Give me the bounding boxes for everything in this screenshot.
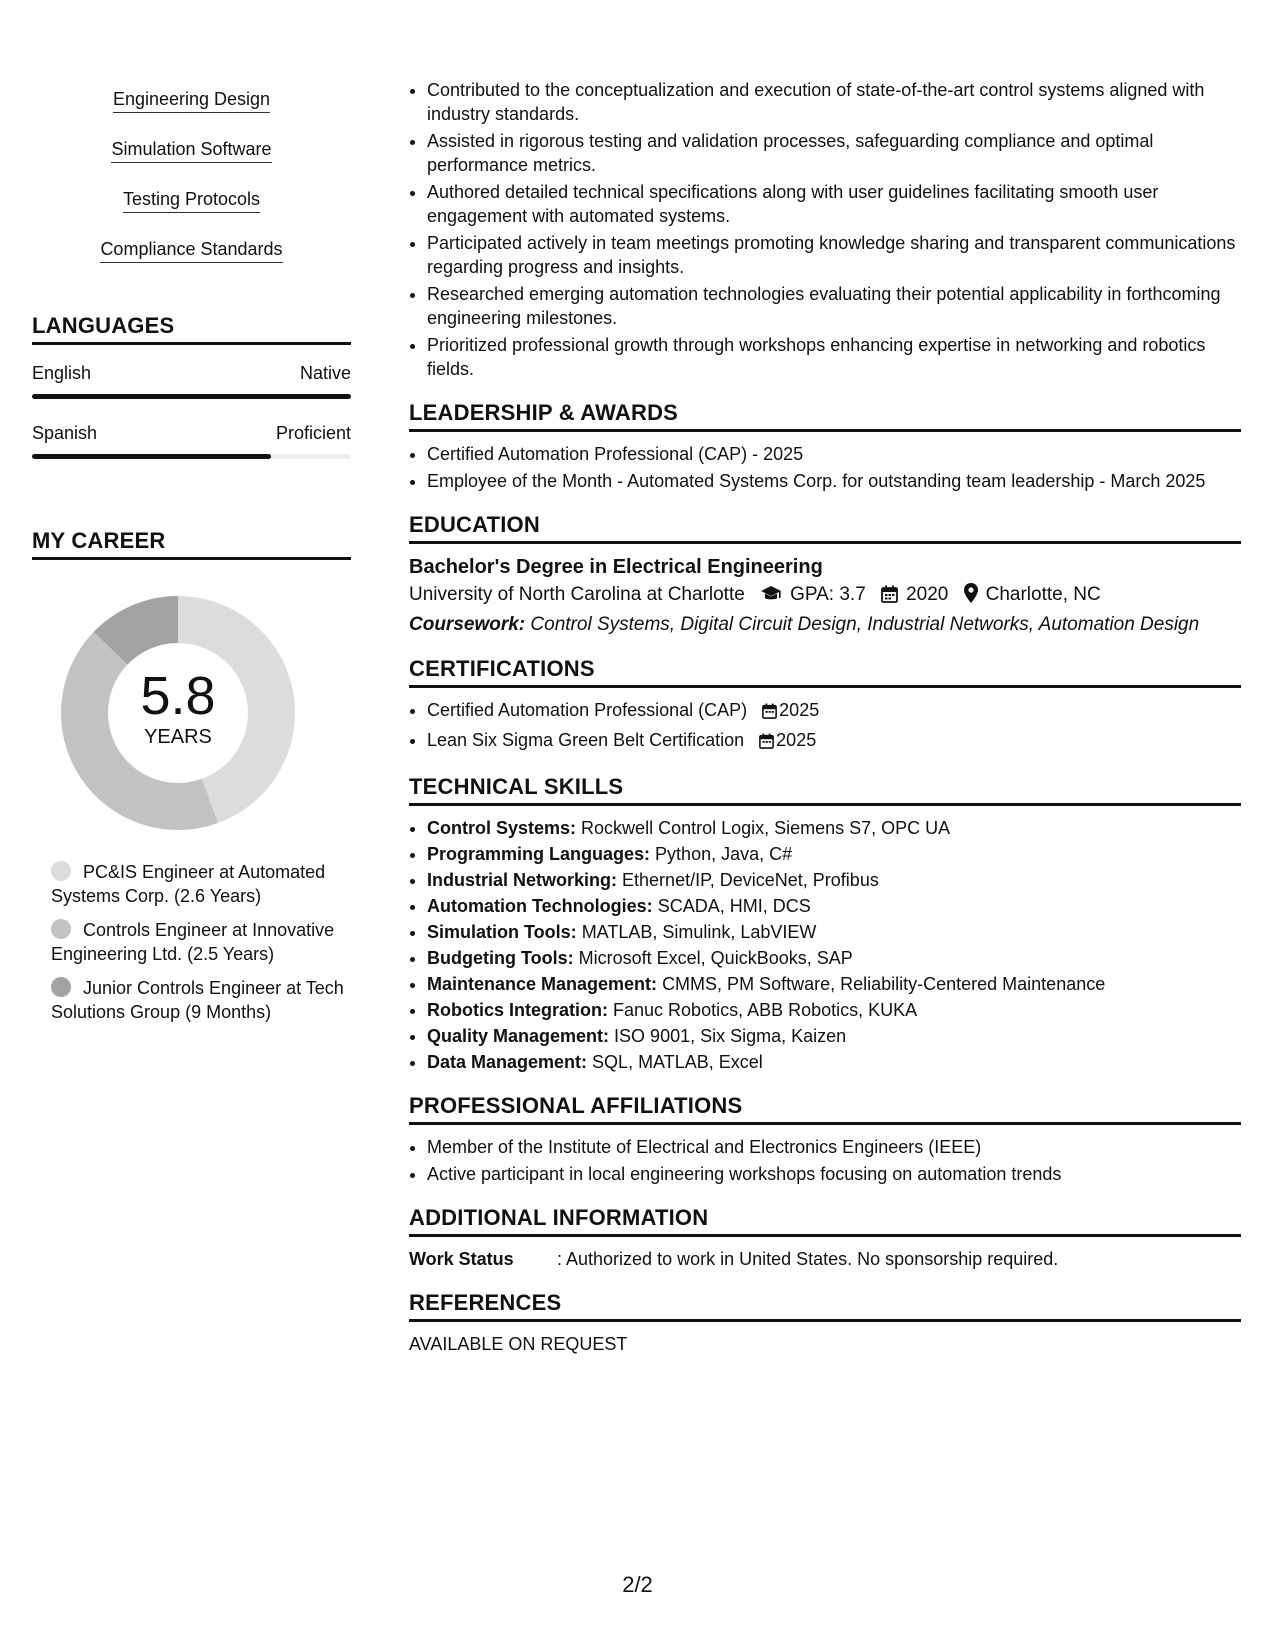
list-item (427, 894, 1241, 918)
experience-bullets (409, 78, 1241, 381)
coursework-value: Control Systems, Digital Circuit Design, Industrial Networks, Automation Design (530, 614, 1200, 635)
list-item: • Employee of the Month - Automated Systems Corp. for outstanding team leadership - March 2025 (427, 469, 1241, 493)
skill-tag: Simulation Software (111, 138, 271, 163)
education-gpa: GPA: 3.7 (790, 584, 866, 605)
right-column (409, 78, 1241, 1356)
skill-key: Robotics Integration: (427, 1000, 608, 1020)
list-item: • Authored detailed technical specifications along with user guidelines facilitating smooth user engagement with automated systems. (427, 180, 1241, 228)
list-item: • Participated actively in team meetings promoting knowledge sharing and transparent communications regarding progress and insights. (427, 231, 1241, 279)
list-item (427, 728, 1241, 755)
skill-key: Data Management: (427, 1052, 588, 1072)
calendar-icon (759, 731, 774, 755)
legend-label: Junior Controls Engineer at Tech Solutions Group (9 Months) (51, 978, 344, 1022)
legend-dot (51, 977, 71, 997)
coursework-label: Coursework: (409, 614, 526, 635)
certification-name: Certified Automation Professional (CAP) (427, 700, 748, 720)
skill-value: Ethernet/IP, DeviceNet, Profibus (622, 870, 879, 890)
language-bar-fill (32, 454, 271, 459)
references-title: REFERENCES (409, 1289, 1241, 1322)
skill-key: Industrial Networking: (427, 870, 618, 890)
skill-value: ISO 9001, Six Sigma, Kaizen (614, 1026, 847, 1046)
career-unit: YEARS (144, 726, 212, 748)
skill-key: Control Systems: (427, 818, 577, 838)
list-item (427, 842, 1241, 866)
education-degree: Bachelor's Degree in Electrical Engineering (409, 556, 823, 578)
career-legend-item (51, 860, 351, 908)
left-column (32, 80, 351, 1034)
affiliations-title: PROFESSIONAL AFFILIATIONS (409, 1092, 1241, 1125)
list-item (427, 868, 1241, 892)
career-title: MY CAREER (32, 527, 351, 560)
language-item (32, 423, 351, 459)
list-item: • Certified Automation Professional (CAP) - 2025 (427, 442, 1241, 466)
certification-name: Lean Six Sigma Green Belt Certification (427, 730, 745, 750)
list-item: • Researched emerging automation technologies evaluating their potential applicability in forthcoming engineering milestones. (427, 282, 1241, 330)
skill-value: SQL, MATLAB, Excel (592, 1052, 763, 1072)
skill-key: Quality Management: (427, 1026, 610, 1046)
education-entry (409, 554, 1241, 637)
list-item (427, 1024, 1241, 1048)
legend-dot (51, 861, 71, 881)
list-item (427, 972, 1241, 996)
skill-value: Fanuc Robotics, ABB Robotics, KUKA (613, 1000, 918, 1020)
skill-key: Programming Languages: (427, 844, 651, 864)
list-item: • Active participant in local engineering workshops focusing on automation trends (427, 1162, 1241, 1186)
list-item (427, 998, 1241, 1022)
work-status-key: Work Status (409, 1249, 514, 1269)
leadership-title: LEADERSHIP & AWARDS (409, 399, 1241, 432)
certification-year: 2025 (779, 700, 820, 720)
education-title: EDUCATION (409, 511, 1241, 544)
education-meta (409, 580, 1241, 613)
career-legend-item (51, 918, 351, 966)
career-total: 5.8 (140, 666, 216, 726)
list-item: • Member of the Institute of Electrical and Electronics Engineers (IEEE) (427, 1135, 1241, 1159)
education-location: Charlotte, NC (985, 584, 1101, 605)
certifications-list (409, 698, 1241, 755)
language-name: English (32, 363, 92, 383)
list-item (427, 698, 1241, 725)
skill-value: Microsoft Excel, QuickBooks, SAP (578, 948, 853, 968)
skill-value: CMMS, PM Software, Reliability-Centered Maintenance (662, 974, 1106, 994)
skill-tags (32, 80, 351, 280)
languages-title: LANGUAGES (32, 312, 351, 345)
references-text: AVAILABLE ON REQUEST (409, 1334, 628, 1354)
skill-key: Automation Technologies: (427, 896, 653, 916)
skill-tag: Compliance Standards (100, 238, 282, 263)
language-bar-fill (32, 394, 351, 399)
legend-label: PC&IS Engineer at Automated Systems Corp. (2.6 Years) (51, 862, 326, 906)
list-item (427, 1050, 1241, 1074)
career-legend (32, 860, 351, 1024)
list-item: • Assisted in rigorous testing and validation processes, safeguarding compliance and optimal performance metrics. (427, 129, 1241, 177)
skill-value: Rockwell Control Logix, Siemens S7, OPC UA (581, 818, 951, 838)
list-item (427, 946, 1241, 970)
technical-skills-title: TECHNICAL SKILLS (409, 773, 1241, 806)
career-legend-item (51, 976, 351, 1024)
map-pin-icon (964, 583, 978, 613)
leadership-list (409, 442, 1241, 493)
legend-dot (51, 919, 71, 939)
list-item: • Prioritized professional growth through workshops enhancing expertise in networking and robotics fields. (427, 333, 1241, 381)
education-coursework (409, 613, 1241, 637)
language-bar (32, 454, 351, 459)
work-status-value: : Authorized to work in United States. No sponsorship required. (557, 1249, 1059, 1269)
legend-label: Controls Engineer at Innovative Engineering Ltd. (2.5 Years) (51, 920, 335, 964)
skill-tag: Engineering Design (113, 88, 270, 113)
education-school: University of North Carolina at Charlotte (409, 584, 745, 605)
career-donut (53, 588, 303, 838)
certification-year: 2025 (776, 730, 817, 750)
affiliations-list (409, 1135, 1241, 1186)
certifications-title: CERTIFICATIONS (409, 655, 1241, 688)
language-level: Native (299, 363, 351, 383)
list-item (427, 816, 1241, 840)
skill-value: Python, Java, C# (655, 844, 793, 864)
skill-value: SCADA, HMI, DCS (657, 896, 811, 916)
list-item (427, 920, 1241, 944)
education-year: 2020 (906, 584, 949, 605)
skill-key: Simulation Tools: (427, 922, 577, 942)
technical-skills-list (409, 816, 1241, 1074)
language-item (32, 363, 351, 399)
skill-tag: Testing Protocols (123, 188, 260, 213)
graduation-cap-icon (760, 583, 782, 613)
skill-value: MATLAB, Simulink, LabVIEW (581, 922, 817, 942)
skill-key: Budgeting Tools: (427, 948, 574, 968)
language-level: Proficient (275, 423, 351, 443)
additional-info-title: ADDITIONAL INFORMATION (409, 1204, 1241, 1237)
list-item: • Contributed to the conceptualization and execution of state-of-the-art control systems aligned with industry standards. (427, 78, 1241, 126)
work-status-row (409, 1247, 1241, 1271)
skill-key: Maintenance Management: (427, 974, 658, 994)
language-bar (32, 394, 351, 399)
page-number: 2/2 (622, 1572, 653, 1597)
language-name: Spanish (32, 423, 98, 443)
calendar-icon (881, 583, 898, 613)
calendar-icon (762, 701, 777, 725)
